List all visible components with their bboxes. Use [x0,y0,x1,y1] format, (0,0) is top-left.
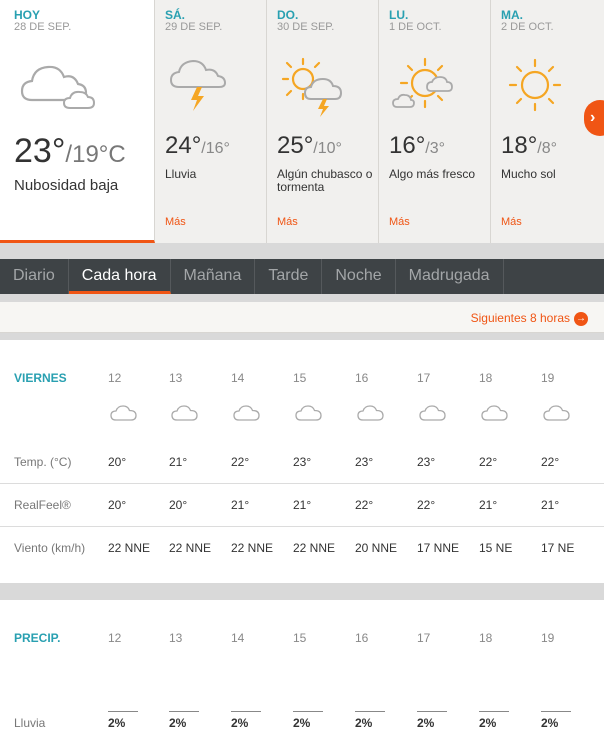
hour-label: 19 [541,371,555,385]
cloud-icon [419,404,447,427]
temps [389,132,445,160]
tab-noche[interactable]: Noche [322,259,395,294]
low-temp: /8° [537,140,558,157]
hour-label: 19 [541,631,555,645]
more-link[interactable]: Más [501,216,522,228]
hour-label: 12 [108,631,122,645]
more-link[interactable]: Más [165,216,186,228]
rain-value: 2% [231,716,249,730]
precip-bar [293,711,323,712]
high-temp: 24° [165,132,202,159]
cloud-icon [171,404,199,427]
cloud-icon [357,404,385,427]
next-8-hours-link[interactable] [471,311,588,326]
precip-bar [231,711,261,712]
condition-text: Nubosidad baja [14,177,119,194]
day-date: 30 DE SEP. [277,21,335,33]
high-temp: 25° [277,132,314,159]
high-temp: 16° [389,132,426,159]
temp-value: 22° [479,455,498,469]
cloud-icon [110,404,138,427]
realfeel-value: 22° [417,498,436,512]
next-hours-bar [0,302,604,333]
hour-label: 12 [108,371,122,385]
realfeel-value: 21° [479,498,498,512]
temp-value: 23° [417,455,436,469]
low-temp: /16° [201,140,230,157]
temps [165,132,230,160]
precip-bar [355,711,385,712]
hour-label: 16 [355,631,369,645]
sun-icon [503,55,567,124]
realfeel-label: RealFeel® [14,498,71,512]
wind-value: 22 NNE [293,541,336,555]
rain-value: 2% [355,716,373,730]
day-date: 28 DE SEP. [14,21,72,33]
wind-value: 15 NE [479,541,513,555]
temp-label: Temp. (°C) [14,455,72,469]
hourly-panel [0,340,604,583]
cloud-icon [233,404,261,427]
realfeel-value: 21° [541,498,560,512]
realfeel-value: 20° [169,498,188,512]
wind-value: 22 NNE [169,541,212,555]
temp-value: 22° [541,455,560,469]
daily-forecast-strip [0,0,604,243]
rain-value: 2% [417,716,435,730]
divider [0,483,604,484]
day-date: 29 DE SEP. [165,21,223,33]
low-temp: /3° [425,140,446,157]
tab-diario[interactable]: Diario [0,259,69,294]
tab-cada-hora[interactable]: Cada hora [69,259,171,294]
hour-label: 18 [479,371,493,385]
wind-label: Viento (km/h) [14,541,86,555]
sun-clouds-icon [391,55,459,124]
condition-text: Mucho sol [501,167,556,181]
day-name: LU. [389,8,409,22]
rain-value: 2% [479,716,497,730]
precip-panel [0,600,604,747]
chevron-right-icon: › [590,109,596,126]
more-link[interactable]: Más [389,216,410,228]
forecast-tabs [0,259,604,294]
rain-value: 2% [169,716,187,730]
cloud-icon [18,58,98,119]
precip-bar [541,711,571,712]
day-card-sat[interactable] [155,0,267,243]
day-name: HOY [14,8,41,22]
precip-bar [108,711,138,712]
high-temp: 18° [501,132,538,159]
cloud-icon [481,404,509,427]
realfeel-value: 20° [108,498,127,512]
temp-value: 21° [169,455,188,469]
temp-value: 23° [355,455,374,469]
hour-label: 13 [169,371,183,385]
tab-tarde[interactable]: Tarde [255,259,322,294]
day-card-today[interactable] [0,0,155,243]
more-link[interactable]: Más [277,216,298,228]
wind-value: 22 NNE [108,541,151,555]
rain-value: 2% [108,716,126,730]
low-temp: /19°C [65,141,126,168]
temp-value: 20° [108,455,127,469]
rain-label: Lluvia [14,716,46,730]
cloud-lightning-icon [167,55,231,124]
hour-label: 13 [169,631,183,645]
day-date: 2 DE OCT. [501,21,554,33]
high-temp: 23° [14,132,66,170]
tab-manana[interactable]: Mañana [171,259,256,294]
hour-label: 16 [355,371,369,385]
low-temp: /10° [313,140,342,157]
realfeel-value: 21° [231,498,250,512]
precip-bar [417,711,447,712]
wind-value: 22 NNE [231,541,274,555]
condition-text: Lluvia [165,167,197,181]
hour-label: 18 [479,631,493,645]
sun-cloud-lightning-icon [279,55,347,124]
temps [14,132,126,171]
day-card-mon[interactable] [379,0,491,243]
tab-madrugada[interactable]: Madrugada [396,259,504,294]
realfeel-value: 21° [293,498,312,512]
day-name: SÁ. [165,8,186,22]
arrow-right-icon: → [576,312,586,324]
condition-text: Algo más fresco [389,167,476,181]
hour-label: 14 [231,371,245,385]
hour-label: 15 [293,371,307,385]
temp-value: 23° [293,455,312,469]
wind-value: 20 NNE [355,541,398,555]
temps [501,132,557,160]
temps [277,132,342,160]
precip-label: PRECIP. [14,631,61,645]
day-card-sun[interactable] [267,0,379,243]
hour-label: 17 [417,631,431,645]
day-name: MA. [501,8,523,22]
wind-value: 17 NE [541,541,575,555]
next-8-hours-label: Siguientes 8 horas [470,311,570,325]
cloud-icon [295,404,323,427]
precip-bar [169,711,199,712]
cloud-icon [543,404,571,427]
hour-label: 15 [293,631,307,645]
condition-text: Algún chubasco o tormenta [277,167,373,194]
temp-value: 22° [231,455,250,469]
divider [0,526,604,527]
hour-label: 14 [231,631,245,645]
precip-bar [479,711,509,712]
hour-label: 17 [417,371,431,385]
wind-value: 17 NNE [417,541,460,555]
rain-value: 2% [293,716,311,730]
realfeel-value: 22° [355,498,374,512]
day-name: DO. [277,8,299,22]
rain-value: 2% [541,716,559,730]
day-date: 1 DE OCT. [389,21,442,33]
day-label: VIERNES [14,371,67,385]
